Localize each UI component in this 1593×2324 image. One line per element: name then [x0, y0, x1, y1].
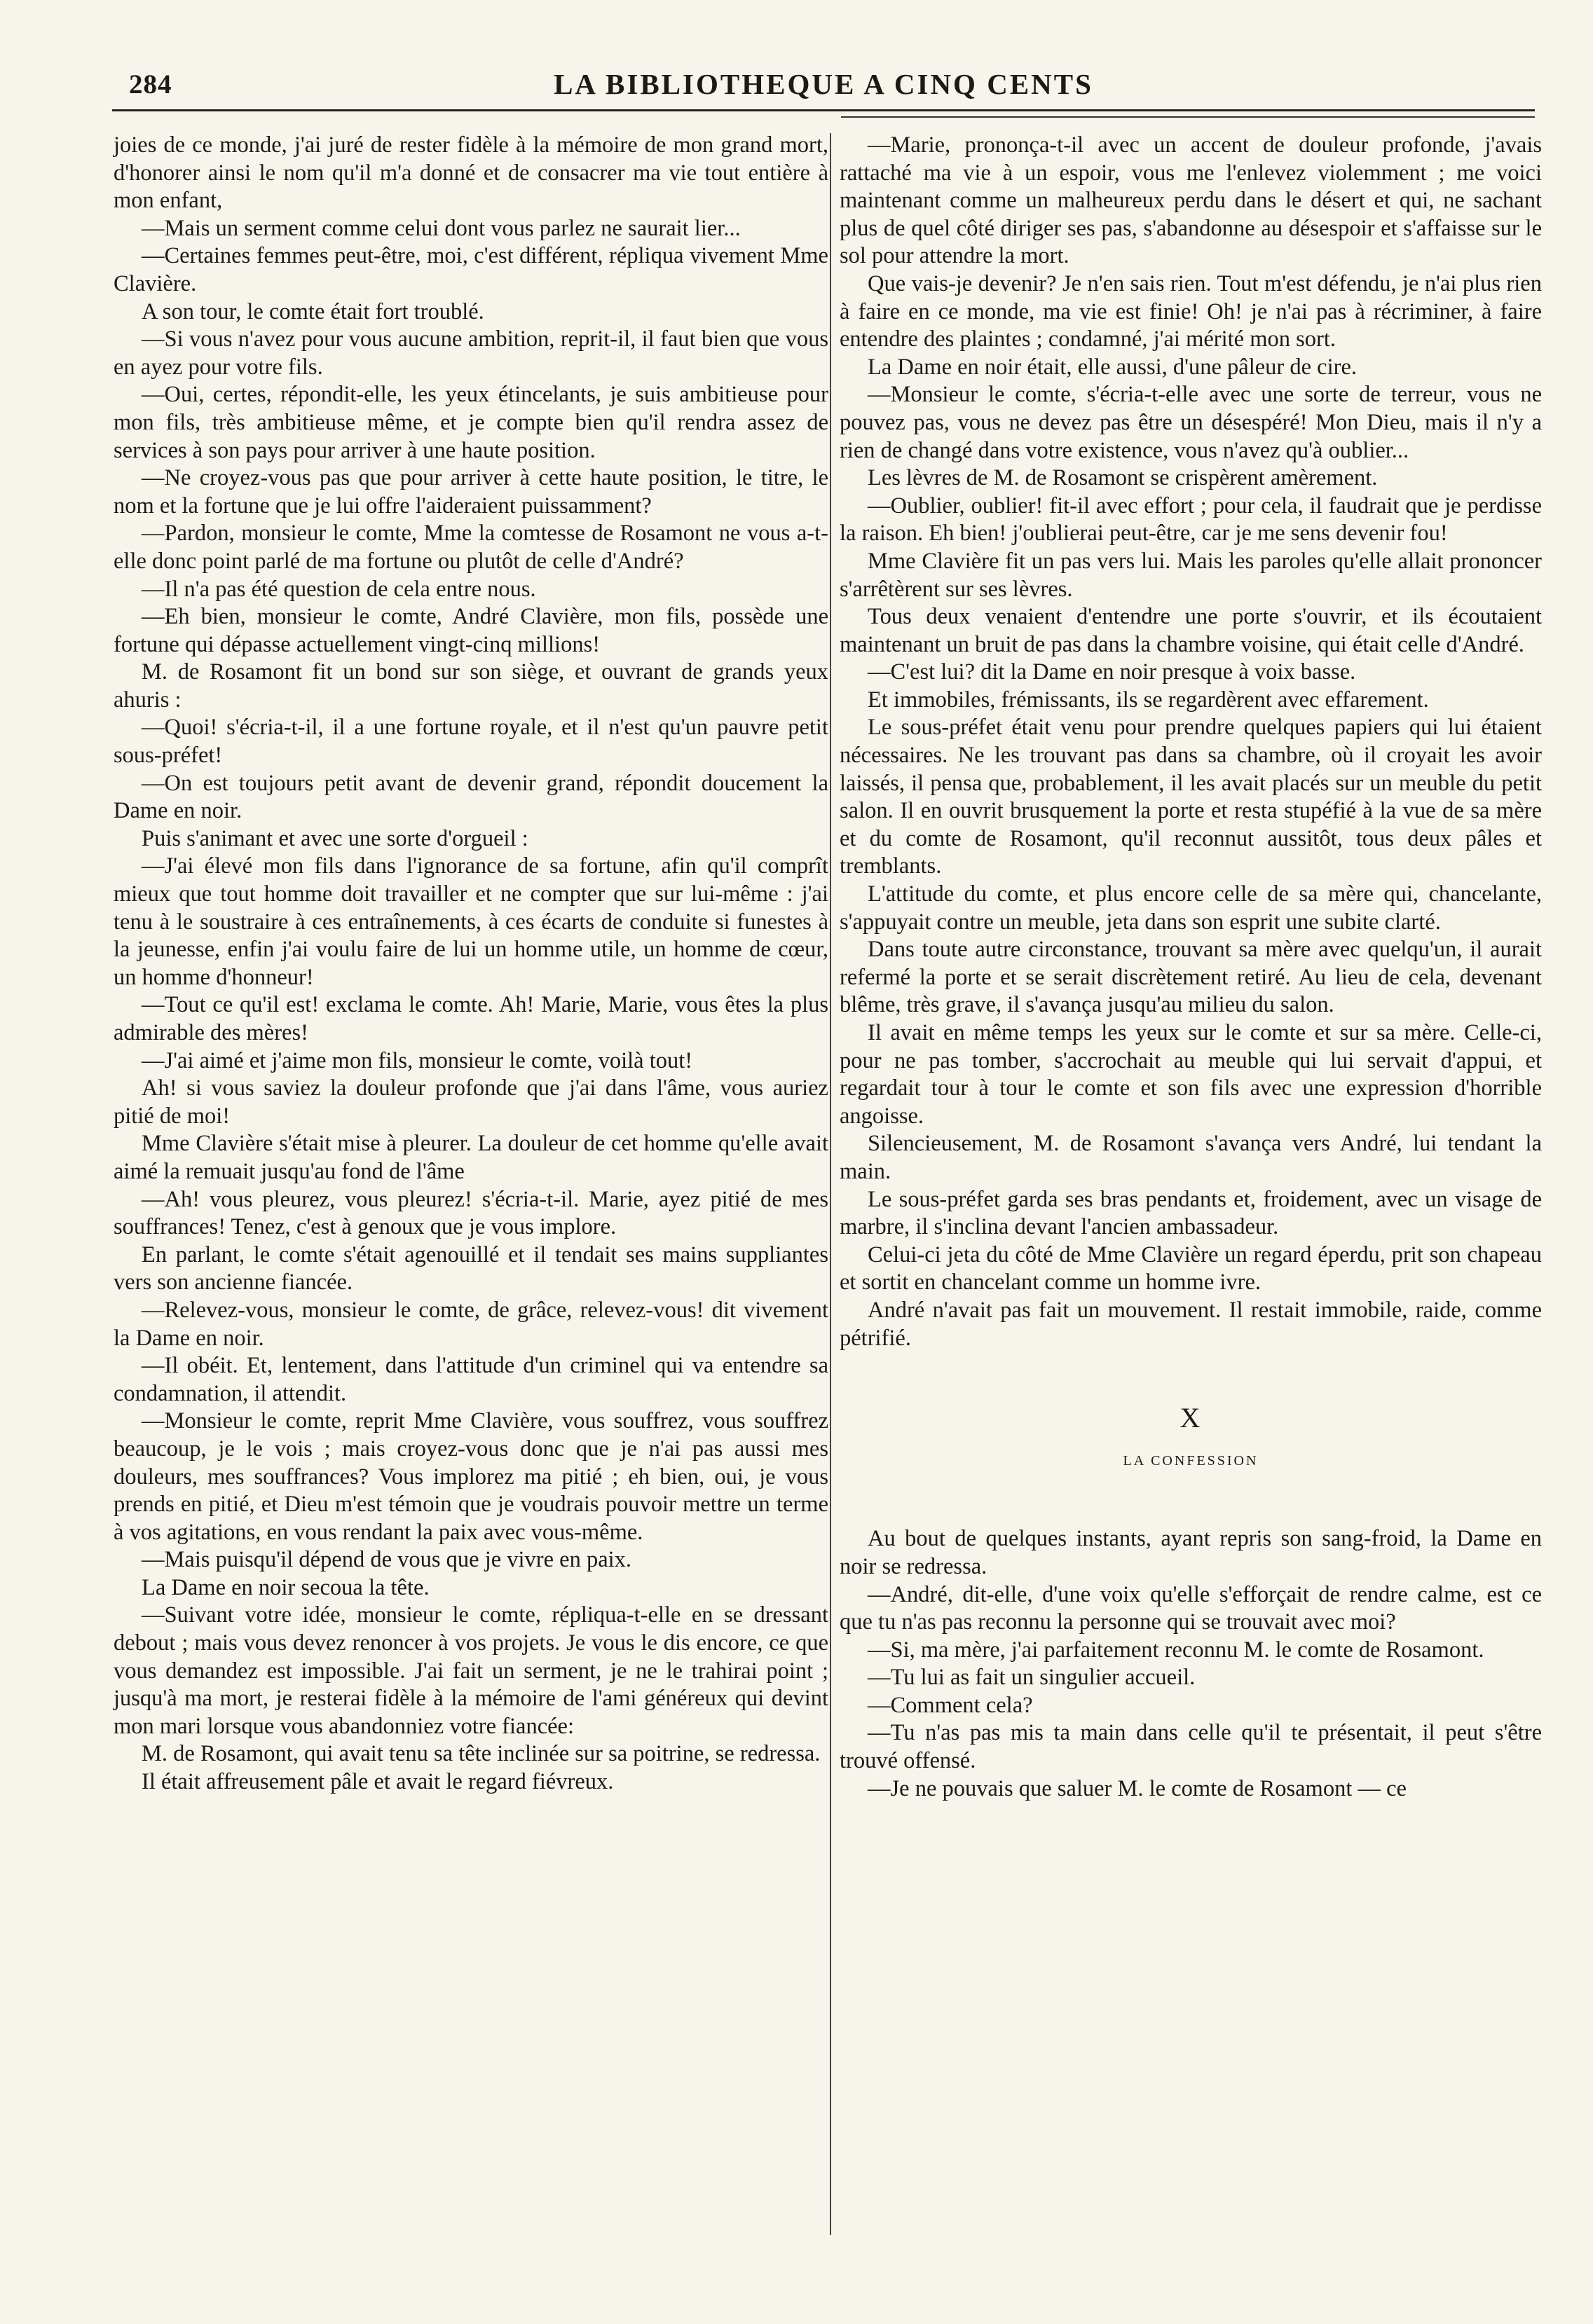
column-divider	[830, 133, 831, 2235]
paragraph: La Dame en noir était, elle aussi, d'une pâleur de cire.	[868, 354, 1357, 380]
paragraph: L'attitude du comte, et plus encore celle de sa mère qui, chancelante, s'appuyait contre un meuble, jeta dans son esprit une subite clarté.	[840, 881, 1542, 935]
paragraph: —On est toujours petit avant de devenir grand, répondit doucement la Dame en noir.	[114, 770, 828, 824]
paragraph: Il était affreusement pâle et avait le regard fiévreux.	[142, 1769, 614, 1795]
paragraph: A son tour, le comte était fort troublé.	[142, 298, 484, 324]
paragraph: Et immobiles, frémissants, ils se regardèrent avec effarement.	[868, 687, 1429, 713]
paragraph: —Mais un serment comme celui dont vous parlez ne saurait lier...	[142, 215, 741, 241]
paragraph: M. de Rosamont, qui avait tenu sa tête inclinée sur sa poitrine, se redressa.	[142, 1741, 821, 1767]
paragraph: —J'ai aimé et j'aime mon fils, monsieur le comte, voilà tout!	[142, 1047, 693, 1073]
paragraph: —Tu lui as fait un singulier accueil.	[868, 1665, 1196, 1691]
paragraph: Mme Clavière s'était mise à pleurer. La douleur de cet homme qu'elle avait aimé la remuait jusqu'au fond de l'âme	[114, 1131, 828, 1184]
paragraph: —Ne croyez-vous pas que pour arriver à cette haute position, le titre, le nom et la fortune que je lui offre l'aideraient puissamment?	[114, 465, 828, 518]
paragraph: Tous deux venaient d'entendre une porte s'ouvrir, et ils écoutaient maintenant un bruit de pas dans la chambre voisine, qui était celle d'André.	[840, 604, 1542, 657]
paragraph: —Quoi! s'écria-t-il, il a une fortune royale, et il n'est qu'un pauvre petit sous-préfet!	[114, 715, 828, 769]
page-number: 284	[129, 69, 172, 99]
paragraph: —Ah! vous pleurez, vous pleurez! s'écria-t-il. Marie, ayez pitié de mes souffrances! Tenez, c'est à genoux que je vous implore.	[114, 1186, 828, 1240]
paragraph: —Suivant votre idée, monsieur le comte, répliqua-t-elle en se dressant debout ; mais vous devez renoncer à vos projets. Je vous le dis encore, ce que vous demandez est impossible. J'ai fait un serment, je ne le trahirai point ; jusqu'à ma mort, je resterai fidèle à la mémoire de l'ami généreux qui devint mon mari lorsque vous abandonniez votre fiancée:	[114, 1602, 828, 1739]
paragraph: —J'ai élevé mon fils dans l'ignorance de sa fortune, afin qu'il comprît mieux que tout homme doit travailler et ne compter que sur lui-même : j'ai tenu à le soustraire à ces entraînements, à ces écarts de conduite si funestes à la jeunesse, enfin j'ai voulu faire de lui un homme utile, un homme de cœur, un homme d'honneur!	[114, 853, 828, 990]
paragraph: Le sous-préfet garda ses bras pendants et, froidement, avec un visage de marbre, il s'inclina devant l'ancien ambassadeur.	[840, 1186, 1542, 1240]
paragraph: Ah! si vous saviez la douleur profonde que j'ai dans l'âme, vous auriez pitié de moi!	[114, 1075, 828, 1129]
paragraph: —Oui, certes, répondit-elle, les yeux étincelants, je suis ambitieuse pour mon fils, très ambitieuse même, et je compte bien qu'il rendra assez de services à son pays pour arriver à une haute position.	[114, 382, 828, 463]
paragraph: M. de Rosamont fit un bond sur son siège, et ouvrant de grands yeux ahuris :	[114, 659, 828, 713]
paragraph: —Marie, prononça-t-il avec un accent de douleur profonde, j'avais rattaché ma vie à un espoir, vous me l'enlevez violemment ; me voici maintenant comme un malheureux perdu dans le désert et qui, ne sachant plus de quel côté diriger ses pas, s'abandonne au désespoir et s'affaisse sur le sol pour attendre la mort.	[840, 132, 1542, 269]
paragraph: —Monsieur le comte, s'écria-t-elle avec une sorte de terreur, vous ne pouvez pas, vous ne devez pas être un désespéré! Mon Dieu, mais il n'y a rien de changé dans votre existence, vous n'avez qu'à oublier...	[840, 382, 1542, 463]
paragraph: La Dame en noir secoua la tête.	[142, 1574, 430, 1600]
paragraph: —Eh bien, monsieur le comte, André Clavière, mon fils, possède une fortune qui dépasse actuellement vingt-cinq millions!	[114, 604, 828, 657]
paragraph: Les lèvres de M. de Rosamont se crispèrent amèrement.	[868, 465, 1378, 491]
paragraph: —Il n'a pas été question de cela entre nous.	[142, 576, 536, 602]
page-header	[112, 64, 1535, 106]
paragraph: Il avait en même temps les yeux sur le comte et sur sa mère. Celle-ci, pour ne pas tomber, s'accrochait au meuble qui lui servait d'appui, et regardait tour à tour le comte et son fils avec une expression d'horrible angoisse.	[840, 1020, 1542, 1129]
paragraph: joies de ce monde, j'ai juré de rester fidèle à la mémoire de mon grand mort, d'honorer ainsi le nom qu'il m'a donné et de consacrer ma vie tout entière à mon enfant,	[114, 132, 828, 214]
paragraph: —Tout ce qu'il est! exclama le comte. Ah! Marie, Marie, vous êtes la plus admirable des mères!	[114, 992, 828, 1045]
paragraph: —Relevez-vous, monsieur le comte, de grâce, relevez-vous! dit vivement la Dame en noir.	[114, 1297, 828, 1351]
paragraph: En parlant, le comte s'était agenouillé et il tendait ses mains suppliantes vers son ancienne fiancée.	[114, 1242, 828, 1295]
paragraph: Silencieusement, M. de Rosamont s'avança vers André, lui tendant la main.	[840, 1131, 1542, 1184]
paragraph: Le sous-préfet était venu pour prendre quelques papiers qui lui étaient nécessaires. Ne les trouvant pas dans sa chambre, où il croyait les avoir laissés, il pensa que, probablement, il les avait placés sur un meuble du petit salon. Il en ouvrit brusquement la porte et resta stupéfié à la vue de sa mère et du comte de Rosamont, qu'il reconnut aussitôt, tous deux pâles et tremblants.	[840, 715, 1542, 879]
left-column	[114, 132, 828, 1796]
paragraph: —Oublier, oublier! fit-il avec effort ; pour cela, il faudrait que je perdisse la raison. Eh bien! j'oublierai peut-être, car je me sens devenir fou!	[840, 493, 1542, 546]
paragraph: —Tu n'as pas mis ta main dans celle qu'il te présentait, il peut s'être trouvé offensé.	[840, 1720, 1542, 1774]
paragraph: Que vais-je devenir? Je n'en sais rien. Tout m'est défendu, je n'ai plus rien à faire en ce monde, ma vie est finie! Oh! je n'ai pas à récriminer, à faire entendre des plaintes ; condamné, j'ai mérité mon sort.	[840, 270, 1542, 352]
paragraph: —Mais puisqu'il dépend de vous que je vivre en paix.	[142, 1547, 632, 1573]
paragraph: —Monsieur le comte, reprit Mme Clavière, vous souffrez, vous souffrez beaucoup, je le vois ; mais croyez-vous donc que je n'ai pas aussi mes douleurs, mes souffrances? Vous implorez ma pitié ; eh bien, oui, je vous prends en pitié, et Dieu m'est témoin que je voudrais pouvoir mettre un terme à vos agitations, en vous rendant la paix avec vous-même.	[114, 1408, 828, 1545]
paragraph: —C'est lui? dit la Dame en noir presque à voix basse.	[868, 659, 1356, 685]
paragraph: Puis s'animant et avec une sorte d'orgueil :	[142, 825, 528, 851]
paragraph: —André, dit-elle, d'une voix qu'elle s'efforçait de rendre calme, est ce que tu n'as pas reconnu la personne qui se trouvait avec moi?	[840, 1581, 1542, 1635]
chapter-title: LA CONFESSION	[1123, 1452, 1259, 1469]
paragraph: Dans toute autre circonstance, trouvant sa mère avec quelqu'un, il aurait refermé la porte et se serait discrètement retiré. Au lieu de cela, devenant blême, très grave, il s'avança jusqu'au milieu du salon.	[840, 937, 1542, 1018]
paragraph: Au bout de quelques instants, ayant repris son sang-froid, la Dame en noir se redressa.	[840, 1526, 1542, 1579]
paragraph: Celui-ci jeta du côté de Mme Clavière un regard éperdu, prit son chapeau et sortit en chancelant comme un homme ivre.	[840, 1242, 1542, 1295]
header-rule	[112, 109, 1535, 111]
paragraph: André n'avait pas fait un mouvement. Il restait immobile, raide, comme pétrifié.	[840, 1297, 1542, 1351]
paragraph: —Je ne pouvais que saluer M. le comte de Rosamont — ce	[868, 1775, 1407, 1801]
right-column	[840, 132, 1542, 1803]
chapter-number: X	[1180, 1402, 1202, 1434]
header-rule-right	[841, 116, 1535, 118]
paragraph: —Pardon, monsieur le comte, Mme la comtesse de Rosamont ne vous a-t-elle donc point parlé de ma fortune ou plutôt de celle d'André?	[114, 521, 828, 574]
paragraph: —Il obéit. Et, lentement, dans l'attitude d'un criminel qui va entendre sa condamnation, il attendit.	[114, 1353, 828, 1406]
paragraph: Mme Clavière fit un pas vers lui. Mais les paroles qu'elle allait prononcer s'arrêtèrent sur ses lèvres.	[840, 548, 1542, 602]
paragraph: —Si vous n'avez pour vous aucune ambition, reprit-il, il faut bien que vous en ayez pour votre fils.	[114, 326, 828, 380]
paragraph: —Certaines femmes peut-être, moi, c'est différent, répliqua vivement Mme Clavière.	[114, 243, 828, 296]
running-title: LA BIBLIOTHEQUE A CINQ CENTS	[554, 68, 1093, 100]
paragraph: —Comment cela?	[868, 1692, 1033, 1718]
paragraph: —Si, ma mère, j'ai parfaitement reconnu M. le comte de Rosamont.	[868, 1637, 1484, 1663]
